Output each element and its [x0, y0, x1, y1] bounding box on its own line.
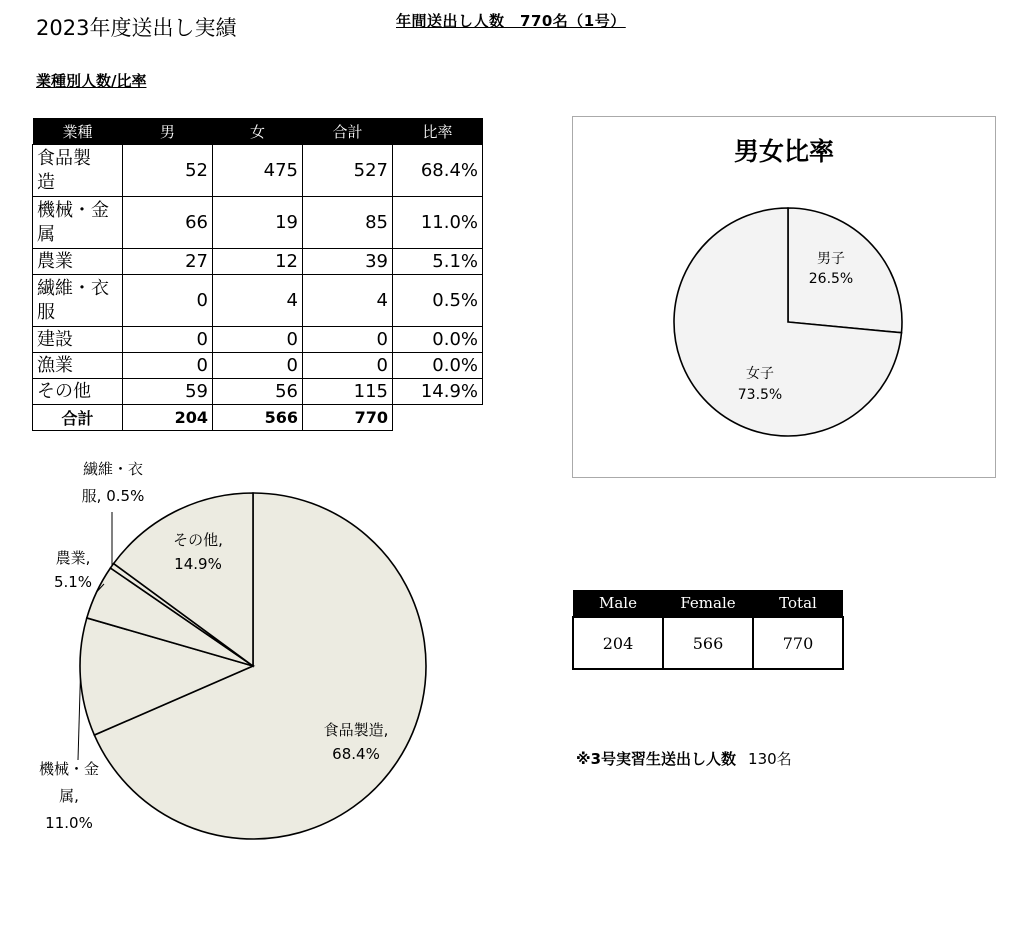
data-label: 属,	[59, 787, 79, 805]
table-cell: 19	[213, 197, 303, 249]
header-industry: 業種	[33, 118, 123, 145]
header-total-en: Total	[753, 590, 843, 617]
data-label: 食品製造,	[323, 721, 389, 739]
leader-line	[78, 677, 80, 760]
table-cell: 39	[303, 249, 393, 275]
data-label: 11.0%	[45, 814, 93, 832]
data-label: 繊維・衣	[82, 460, 144, 478]
section-title: 業種別人数/比率	[36, 72, 147, 90]
table-cell: 0	[213, 353, 303, 379]
header-male: 男	[123, 118, 213, 145]
table-cell: 0.5%	[393, 275, 483, 327]
industry-name-cell: 食品製 造	[33, 145, 123, 197]
industry-name-cell: 機械・金 属	[33, 197, 123, 249]
table-cell: 527	[303, 145, 393, 197]
trainee-note-label: ※3号実習生送出し人数	[576, 750, 737, 768]
gender-total-row	[573, 617, 843, 669]
data-label: 服, 0.5%	[81, 487, 145, 505]
trainee-count: 130名	[748, 750, 792, 768]
table-cell: 0	[123, 327, 213, 353]
data-label: 機械・金	[38, 760, 100, 778]
table-cell: 0	[303, 353, 393, 379]
data-label: 農業,	[55, 549, 91, 567]
table-cell: 0	[303, 327, 393, 353]
data-label: 73.5%	[737, 387, 783, 403]
table-cell: 27	[123, 249, 213, 275]
total-cell: 204	[123, 405, 213, 431]
table-cell: 0	[123, 275, 213, 327]
data-label: 68.4%	[332, 745, 380, 763]
table-cell: 66	[123, 197, 213, 249]
male-total-value: 204	[573, 617, 663, 669]
total-label-cell: 合計	[33, 405, 123, 431]
total-cell: 566	[213, 405, 303, 431]
female-total-value: 566	[663, 617, 753, 669]
table-cell: 12	[213, 249, 303, 275]
table-cell: 56	[213, 379, 303, 405]
data-label: 女子	[746, 366, 774, 382]
table-cell: 115	[303, 379, 393, 405]
table-cell: 0.0%	[393, 353, 483, 379]
gender-chart-title: 男女比率	[733, 137, 834, 166]
table-cell: 5.1%	[393, 249, 483, 275]
grand-total-value: 770	[753, 617, 843, 669]
annual-count-label: 年間送出し人数 770名（1号）	[396, 12, 626, 30]
industry-name-cell: 農業	[33, 249, 123, 275]
industry-name-cell: その他	[33, 379, 123, 405]
industry-name-cell: 建設	[33, 327, 123, 353]
table-cell: 59	[123, 379, 213, 405]
header-male-en: Male	[573, 590, 663, 617]
page-title: 2023年度送出し実績	[36, 16, 237, 40]
table-cell: 52	[123, 145, 213, 197]
gender-total-header	[573, 590, 843, 617]
header-female-en: Female	[663, 590, 753, 617]
data-label: 5.1%	[53, 573, 93, 591]
header-ratio: 比率	[393, 118, 483, 145]
data-label: 男子	[817, 251, 845, 267]
table-cell: 68.4%	[393, 145, 483, 197]
header-female: 女	[213, 118, 303, 145]
table-cell: 0.0%	[393, 327, 483, 353]
table-cell: 14.9%	[393, 379, 483, 405]
trainee-note	[576, 748, 792, 769]
industry-name-cell: 繊維・衣 服	[33, 275, 123, 327]
table-cell: 4	[303, 275, 393, 327]
table-cell: 11.0%	[393, 197, 483, 249]
industry-name-cell: 漁業	[33, 353, 123, 379]
data-label: 26.5%	[808, 271, 854, 287]
table-cell: 85	[303, 197, 393, 249]
table-cell: 0	[213, 327, 303, 353]
table-cell: 475	[213, 145, 303, 197]
data-label: 14.9%	[174, 555, 222, 573]
table-cell: 4	[213, 275, 303, 327]
gender-total-table	[572, 590, 844, 670]
data-label: その他,	[173, 531, 223, 549]
total-cell: 770	[303, 405, 393, 431]
table-cell: 0	[123, 353, 213, 379]
header-total: 合計	[303, 118, 393, 145]
